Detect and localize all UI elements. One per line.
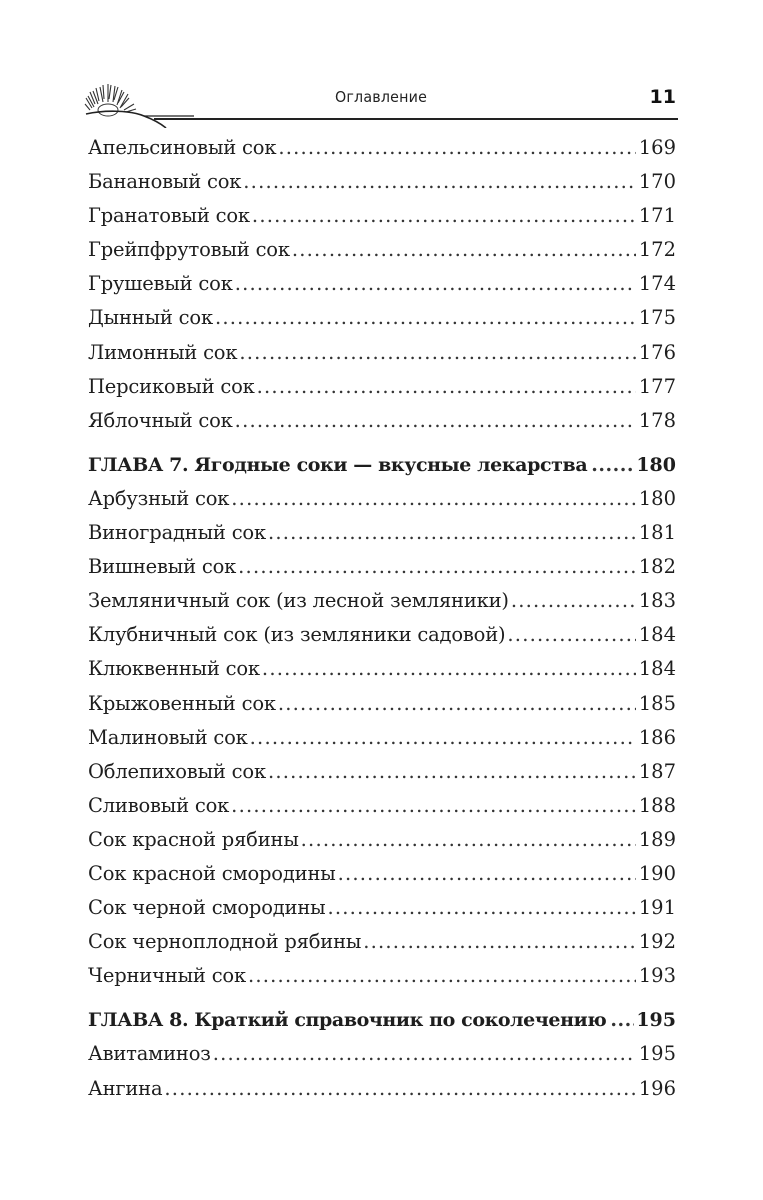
toc-entry[interactable] <box>88 550 676 584</box>
toc-entry-page: 174 <box>638 272 676 296</box>
toc-entry[interactable] <box>88 721 676 755</box>
toc-chapter-7[interactable] <box>88 448 676 482</box>
toc-entry[interactable] <box>88 267 676 301</box>
toc-entry[interactable] <box>88 618 676 652</box>
toc-entry[interactable] <box>88 755 676 789</box>
toc-entry-title: Крыжовенный сок <box>88 691 276 715</box>
toc-entry-page: 184 <box>638 623 676 647</box>
dot-leader <box>511 584 636 618</box>
toc-entry-title: Малиновый сок <box>88 725 248 749</box>
toc-entry-title: Сок красной смородины <box>88 861 336 885</box>
toc-entry[interactable] <box>88 131 676 165</box>
toc-entry[interactable] <box>88 336 676 370</box>
toc-entry[interactable] <box>88 823 676 857</box>
dot-leader <box>243 165 636 199</box>
dot-leader <box>278 687 636 721</box>
toc-entry-title: Яблочный сок <box>88 408 233 432</box>
toc-entry-title: Облепиховый сок <box>88 759 266 783</box>
dot-leader <box>250 721 636 755</box>
toc-entry-page: 183 <box>638 589 676 613</box>
dot-leader <box>164 1072 635 1106</box>
dot-leader <box>327 891 635 925</box>
dot-leader <box>278 131 635 165</box>
toc-entry-page: 177 <box>638 374 676 398</box>
toc-entry-title: Персиковый сок <box>88 374 255 398</box>
toc-entry-title: Грейпфрутовый сок <box>88 238 290 262</box>
header-rule <box>154 118 678 120</box>
toc-entry-title: Авитаминоз <box>88 1042 211 1066</box>
dot-leader <box>292 233 636 267</box>
dot-leader <box>231 482 636 516</box>
toc-entry-page: 189 <box>638 827 676 851</box>
toc-entry-title: Ангина <box>88 1076 163 1100</box>
dot-leader <box>507 618 635 652</box>
toc-entry-title: Виноградный сок <box>88 521 266 545</box>
toc-entry-title: Лимонный сок <box>88 340 238 364</box>
toc-entry[interactable] <box>88 482 676 516</box>
toc-entry[interactable] <box>88 233 676 267</box>
toc-entry[interactable] <box>88 959 676 993</box>
dot-leader <box>610 1003 634 1037</box>
toc-entry-page: 184 <box>638 657 676 681</box>
toc-entry[interactable] <box>88 199 676 233</box>
toc-entry-page: 192 <box>638 930 676 954</box>
toc-entry-page: 186 <box>638 725 676 749</box>
chapter-page: 180 <box>636 453 676 476</box>
running-header <box>84 78 678 128</box>
toc-entry-title: Банановый сок <box>88 170 242 194</box>
toc-entry-page: 196 <box>638 1076 676 1100</box>
toc-entry[interactable] <box>88 584 676 618</box>
toc-entry-title: Черничный сок <box>88 964 246 988</box>
toc-entry-page: 181 <box>638 521 676 545</box>
toc-entry-page: 172 <box>638 238 676 262</box>
dot-leader <box>268 755 636 789</box>
toc-entry-title: Грушевый сок <box>88 272 233 296</box>
toc-entry-page: 182 <box>638 555 676 579</box>
header-title: Оглавление <box>334 88 428 106</box>
toc-entry[interactable] <box>88 652 676 686</box>
chapter-title: ГЛАВА 8. Краткий справочник по соколечению <box>88 1009 607 1032</box>
toc-entry[interactable] <box>88 404 676 438</box>
toc-entry[interactable] <box>88 925 676 959</box>
toc-entry[interactable] <box>88 857 676 891</box>
dot-leader <box>215 301 636 335</box>
toc-entry-page: 170 <box>638 170 676 194</box>
toc-entry-page: 171 <box>638 204 676 228</box>
toc-entry[interactable] <box>88 687 676 721</box>
dot-leader <box>591 448 634 482</box>
toc-entry-page: 176 <box>638 340 676 364</box>
toc-entry-title: Вишневый сок <box>88 555 237 579</box>
toc-entry[interactable] <box>88 789 676 823</box>
chapter-page: 195 <box>636 1009 676 1032</box>
chapter-title: ГЛАВА 7. Ягодные соки — вкусные лекарства <box>88 453 588 476</box>
toc-entry[interactable] <box>88 301 676 335</box>
dot-leader <box>268 516 636 550</box>
dot-leader <box>231 789 636 823</box>
toc-entry-page: 193 <box>638 964 676 988</box>
toc-chapter-8[interactable] <box>88 1003 676 1037</box>
dot-leader <box>248 959 636 993</box>
toc-entry[interactable] <box>88 370 676 404</box>
dot-leader <box>338 857 636 891</box>
toc-entry-title: Земляничный сок (из лесной земляники) <box>88 589 509 613</box>
toc-entry-title: Сок красной рябины <box>88 827 299 851</box>
toc-entry[interactable] <box>88 516 676 550</box>
toc-entry[interactable] <box>88 1037 676 1071</box>
dot-leader <box>235 404 636 438</box>
dot-leader <box>213 1037 636 1071</box>
toc-entry-title: Сок черной смородины <box>88 896 326 920</box>
toc-entry-page: 178 <box>638 408 676 432</box>
toc-entry-page: 195 <box>638 1042 676 1066</box>
toc-entry-title: Апельсиновый сок <box>88 136 277 159</box>
dot-leader <box>262 652 636 686</box>
toc-entry-page: 180 <box>638 486 676 510</box>
dot-leader <box>239 336 635 370</box>
toc-entry-title: Сок черноплодной рябины <box>88 930 362 954</box>
toc-entry-page: 190 <box>638 861 676 885</box>
dot-leader <box>238 550 636 584</box>
dot-leader <box>363 925 636 959</box>
toc-entry[interactable] <box>88 1072 676 1106</box>
toc-entry-page: 191 <box>638 896 676 920</box>
toc-entry-page: 188 <box>638 793 676 817</box>
toc-entry-page: 169 <box>638 136 676 159</box>
dot-leader <box>301 823 636 857</box>
table-of-contents <box>88 131 676 1106</box>
toc-entry-title: Арбузный сок <box>88 486 230 510</box>
dot-leader <box>235 267 636 301</box>
toc-entry[interactable] <box>88 891 676 925</box>
toc-entry-page: 175 <box>638 306 676 330</box>
page-number: 11 <box>649 86 676 108</box>
toc-entry-title: Дынный сок <box>88 306 213 330</box>
toc-entry[interactable] <box>88 165 676 199</box>
toc-entry-title: Сливовый сок <box>88 793 230 817</box>
toc-entry-title: Клюквенный сок <box>88 657 260 681</box>
toc-entry-title: Клубничный сок (из земляники садовой) <box>88 623 506 647</box>
toc-entry-page: 187 <box>638 759 676 783</box>
toc-entry-page: 185 <box>638 691 676 715</box>
dot-leader <box>252 199 636 233</box>
dot-leader <box>257 370 636 404</box>
toc-entry-title: Гранатовый сок <box>88 204 250 228</box>
